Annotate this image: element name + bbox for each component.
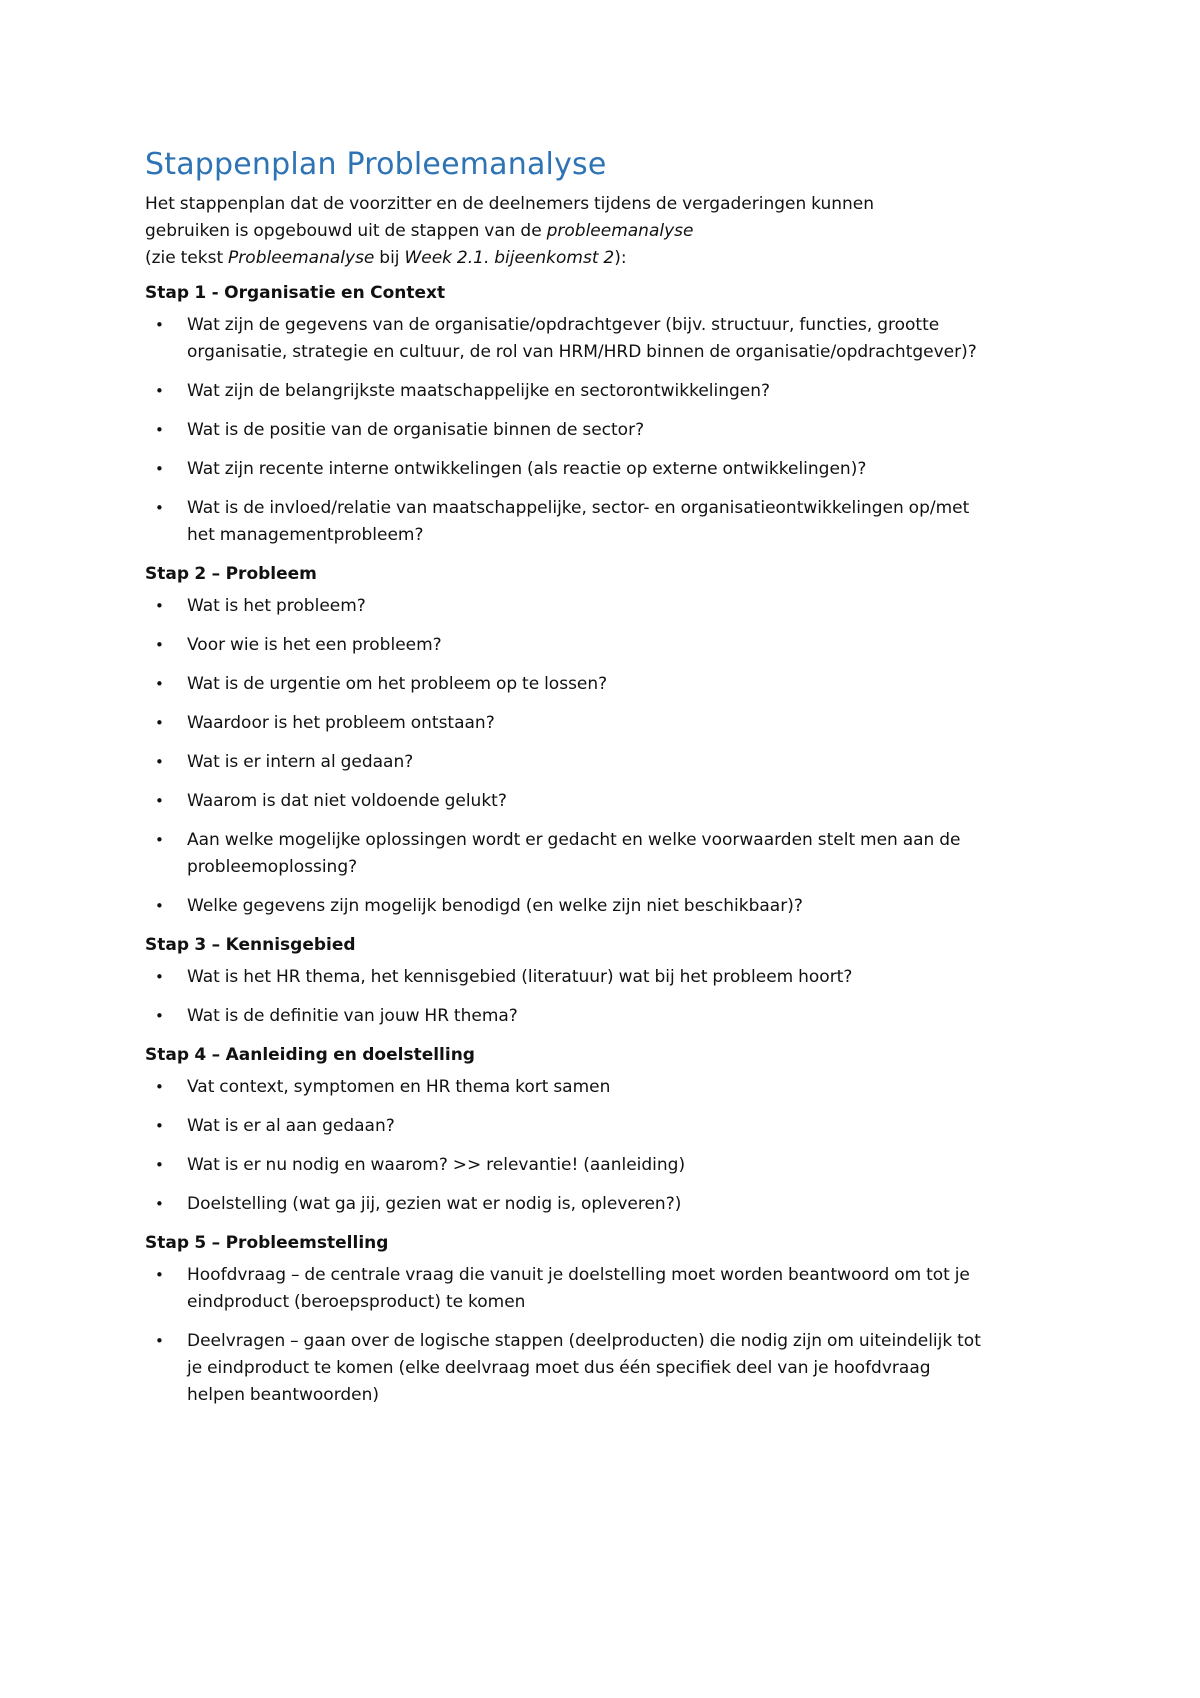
step-heading: Stap 3 – Kennisgebied [145,935,356,955]
list-item-text: Vat context, symptomen en HR thema kort samen [187,1077,611,1097]
list-item-text: Waardoor is het probleem ontstaan? [187,713,495,733]
list-item [145,1074,985,1101]
list-item [145,964,985,991]
list-item [145,749,985,776]
list-item [145,495,985,549]
document-title: Stappenplan Probleemanalyse [145,147,607,182]
list-item-text: Doelstelling (wat ga jij, gezien wat er nodig is, opleveren?) [187,1194,682,1214]
bullet-icon: • [155,831,164,849]
bullet-icon: • [155,1195,164,1213]
list-item [145,1328,985,1409]
bullet-icon: • [155,675,164,693]
list-item-text: Wat zijn recente interne ontwikkelingen (als reactie op externe ontwikkelingen)? [187,459,867,479]
step-heading: Stap 2 – Probleem [145,564,317,584]
list-item [145,1003,985,1030]
list-item-text: Wat zijn de belangrijkste maatschappelijke en sectorontwikkelingen? [187,381,771,401]
list-item [145,893,985,920]
intro-line-3b: bij [374,248,405,268]
bullet-icon: • [155,897,164,915]
intro-line-3a: (zie tekst [145,248,229,268]
bullet-icon: • [155,792,164,810]
list-item [145,671,985,698]
step-item-list [145,312,985,549]
list-item [145,1191,985,1218]
bullet-icon: • [155,421,164,439]
list-item-text: Wat is de invloed/relatie van maatschappelijke, sector- en organisatieontwikkelingen op/met het managementprobleem? [187,498,970,545]
list-item-text: Wat is de urgentie om het probleem op te lossen? [187,674,608,694]
list-item-text: Wat is er al aan gedaan? [187,1116,395,1136]
list-item [145,417,985,444]
list-item-text: Wat is het HR thema, het kennisgebied (literatuur) wat bij het probleem hoort? [187,967,853,987]
list-item-text: Wat is er intern al gedaan? [187,752,414,772]
step-heading: Stap 1 - Organisatie en Context [145,283,446,303]
bullet-icon: • [155,636,164,654]
intro-italic-ref-2: Week 2.1. bijeenkomst 2 [404,248,615,268]
list-item [145,1152,985,1179]
step-item-list [145,593,985,920]
list-item-text: Voor wie is het een probleem? [187,635,442,655]
bullet-icon: • [155,1007,164,1025]
intro-line-3c: ): [614,248,627,268]
list-item [145,1113,985,1140]
bullet-icon: • [155,1156,164,1174]
bullet-icon: • [155,382,164,400]
steps-container [145,280,985,1409]
list-item-text: Wat is de positie van de organisatie binnen de sector? [187,420,645,440]
list-item [145,788,985,815]
bullet-icon: • [155,1078,164,1096]
list-item [145,1262,985,1316]
step-item-list [145,964,985,1030]
list-item-text: Wat is het probleem? [187,596,366,616]
bullet-icon: • [155,1117,164,1135]
list-item [145,312,985,366]
list-item-text: Deelvragen – gaan over de logische stappen (deelproducten) die nodig zijn om uiteindelijk tot je eindproduct te komen (elke deelvraag moet dus één specifiek deel van je hoofdvraag helpen beantwoorden) [187,1331,981,1405]
list-item-text: Hoofdvraag – de centrale vraag die vanuit je doelstelling moet worden beantwoord om tot je eindproduct (beroepsproduct) te komen [187,1265,970,1312]
list-item [145,593,985,620]
list-item [145,710,985,737]
bullet-icon: • [155,460,164,478]
step-item-list [145,1074,985,1218]
list-item [145,456,985,483]
intro-line-1: Het stappenplan dat de voorzitter en de deelnemers tijdens de vergaderingen kunnen [145,194,875,214]
intro-italic-ref-1: Probleemanalyse [228,248,375,268]
document-page [145,148,985,1421]
bullet-icon: • [155,316,164,334]
bullet-icon: • [155,714,164,732]
list-item [145,632,985,659]
bullet-icon: • [155,968,164,986]
bullet-icon: • [155,499,164,517]
intro-italic-term: probleemanalyse [546,221,694,241]
bullet-icon: • [155,597,164,615]
list-item [145,827,985,881]
bullet-icon: • [155,1332,164,1350]
intro-line-2: gebruiken is opgebouwd uit de stappen van de [145,221,547,241]
list-item-text: Aan welke mogelijke oplossingen wordt er gedacht en welke voorwaarden stelt men aan de probleemoplossing? [187,830,961,877]
list-item-text: Welke gegevens zijn mogelijk benodigd (en welke zijn niet beschikbaar)? [187,896,803,916]
list-item-text: Wat zijn de gegevens van de organisatie/opdrachtgever (bijv. structuur, functies, grootte organisatie, strategie en cultuur, de rol van HRM/HRD binnen de organisatie/opdrachtgever)? [187,315,977,362]
step-item-list [145,1262,985,1409]
intro-paragraph [145,191,985,272]
bullet-icon: • [155,1266,164,1284]
step-heading: Stap 5 – Probleemstelling [145,1233,389,1253]
list-item-text: Wat is er nu nodig en waarom? >> relevantie! (aanleiding) [187,1155,686,1175]
list-item-text: Waarom is dat niet voldoende gelukt? [187,791,507,811]
list-item [145,378,985,405]
list-item-text: Wat is de definitie van jouw HR thema? [187,1006,518,1026]
bullet-icon: • [155,753,164,771]
step-heading: Stap 4 – Aanleiding en doelstelling [145,1045,475,1065]
